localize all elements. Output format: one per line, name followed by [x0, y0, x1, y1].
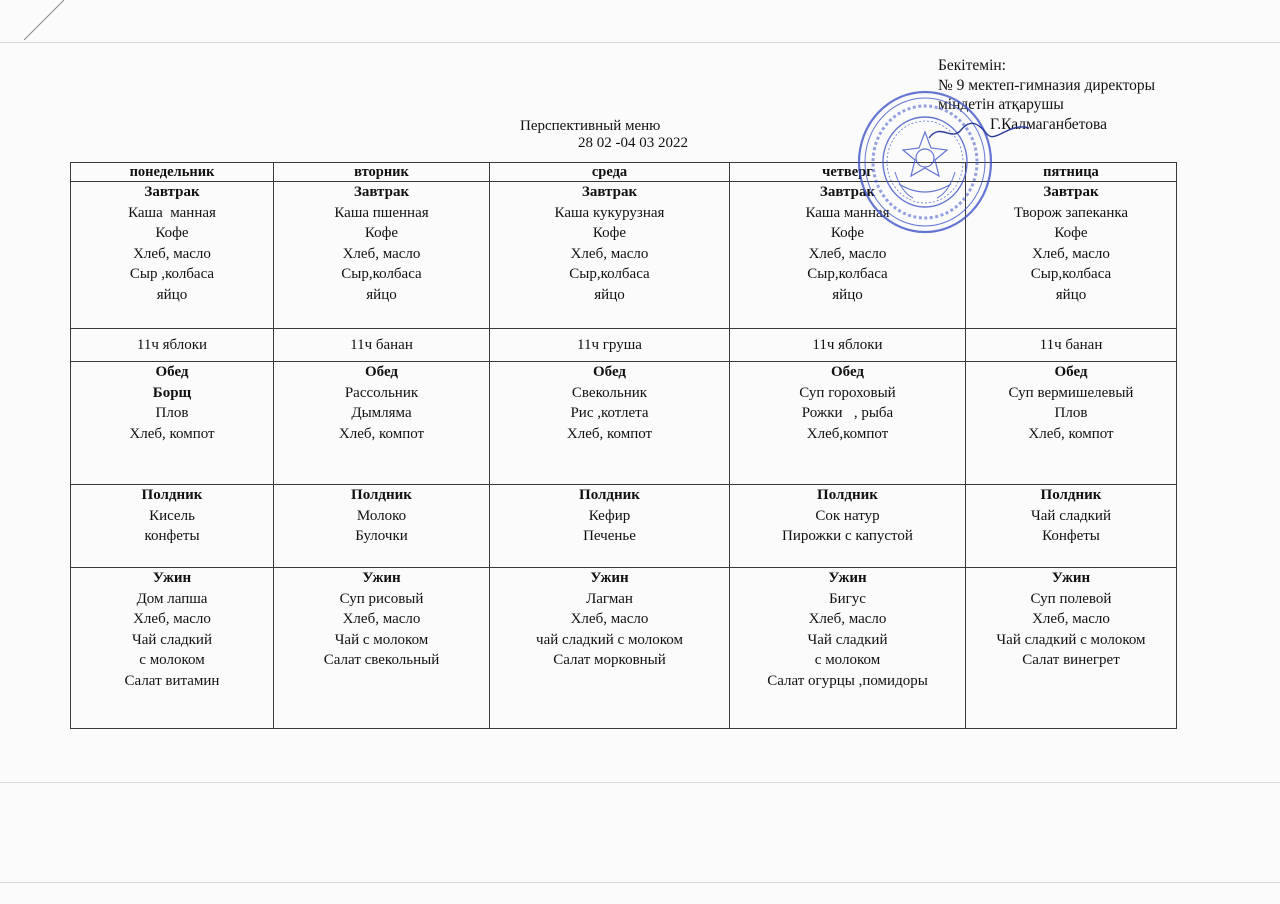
menu-item: с молоком	[814, 652, 881, 668]
menu-item: яйцо	[832, 286, 863, 303]
menu-date-range: 28 02 -04 03 2022	[578, 135, 688, 151]
menu-table	[70, 162, 1177, 729]
menu-item: Кефир	[588, 507, 631, 524]
breakfast-row	[71, 182, 1177, 329]
menu-cell	[730, 182, 966, 329]
menu-cell	[966, 182, 1177, 329]
menu-item: Молоко	[356, 507, 407, 524]
menu-item: Хлеб, масло	[808, 611, 887, 627]
menu-item: Рожки , рыба	[801, 405, 894, 421]
menu-item: Чай с молоком	[334, 631, 429, 648]
meal-label: Завтрак	[144, 184, 200, 200]
meal-label: Полдник	[579, 487, 640, 503]
menu-item: Плов	[1054, 405, 1088, 421]
menu-item: Кисель	[149, 507, 195, 524]
menu-item: Хлеб, масло	[133, 245, 211, 262]
menu-cell	[71, 568, 274, 729]
menu-title-block	[520, 118, 780, 152]
menu-cell: 11ч груша	[490, 329, 730, 362]
menu-item: Салат огурцы ,помидоры	[767, 672, 928, 689]
meal-label: Завтрак	[1043, 184, 1099, 200]
menu-cell	[490, 485, 730, 568]
meal-label: Обед	[155, 364, 189, 380]
menu-item: Конфеты	[1042, 528, 1100, 544]
menu-item: яйцо	[156, 286, 188, 303]
meal-label: Обед	[364, 364, 399, 380]
menu-item: конфеты	[144, 528, 200, 544]
meal-label: Полдник	[1040, 487, 1102, 503]
menu-item: Сыр,колбаса	[807, 266, 888, 282]
menu-item: Каша манная	[805, 204, 890, 221]
meal-label: Ужин	[828, 570, 867, 586]
menu-item: Дом лапша	[136, 590, 208, 607]
menu-cell	[71, 182, 274, 329]
menu-cell	[730, 568, 966, 729]
scan-line	[0, 782, 1280, 783]
menu-item: Булочки	[355, 528, 408, 544]
lunch-row	[71, 362, 1177, 485]
page-title: Перспективный меню	[520, 118, 661, 134]
menu-item: Каша манная	[128, 204, 216, 221]
menu-item: Каша пшенная	[334, 204, 429, 221]
menu-item: яйцо	[366, 286, 397, 303]
menu-cell	[966, 362, 1177, 485]
menu-item: Кофе	[592, 225, 627, 241]
menu-cell	[490, 182, 730, 329]
menu-cell	[274, 485, 490, 568]
day-header: четверг	[730, 163, 966, 182]
snack-row	[71, 329, 1177, 362]
page-fold-mark	[20, 0, 68, 40]
menu-item: Салат морковный	[553, 652, 666, 668]
menu-cell: 11ч яблоки	[71, 329, 274, 362]
menu-item: Кофе	[830, 225, 865, 241]
menu-item: Сыр,колбаса	[1030, 266, 1112, 282]
menu-item: Хлеб, компот	[1028, 425, 1114, 442]
menu-item: Салат витамин	[124, 672, 220, 689]
menu-item: яйцо	[1055, 286, 1087, 303]
menu-cell	[730, 485, 966, 568]
day-header: среда	[490, 163, 730, 182]
menu-item: Рис ,котлета	[570, 405, 649, 421]
menu-item: Суп гороховый	[799, 384, 896, 401]
menu-cell	[71, 485, 274, 568]
meal-label: Полдник	[817, 487, 878, 503]
menu-cell	[490, 362, 730, 485]
meal-label: Ужин	[590, 570, 629, 586]
menu-item: Плов	[155, 405, 189, 421]
menu-item: Салат винегрет	[1022, 652, 1120, 668]
meal-label: Завтрак	[353, 184, 410, 200]
menu-cell	[274, 568, 490, 729]
menu-item: с молоком	[139, 652, 205, 668]
day-header-row	[71, 163, 1177, 182]
meal-label: Завтрак	[819, 184, 876, 200]
menu-cell	[966, 568, 1177, 729]
menu-cell	[966, 485, 1177, 568]
menu-item: Сыр,колбаса	[569, 266, 650, 282]
meal-label: Полдник	[141, 487, 203, 503]
menu-item: яйцо	[594, 286, 625, 303]
menu-cell: 11ч яблоки	[730, 329, 966, 362]
approval-line-1: Бекітемін:	[938, 57, 1006, 74]
menu-item: Суп вермишелевый	[1008, 384, 1134, 401]
menu-item: Хлеб, масло	[570, 245, 649, 262]
approval-block	[938, 56, 1155, 134]
scan-line	[0, 42, 1280, 43]
meal-label: Обед	[592, 364, 627, 380]
menu-item: Лагман	[586, 590, 633, 607]
menu-item: Борщ	[152, 384, 192, 401]
menu-item: Суп рисовый	[339, 590, 424, 607]
meal-label: Ужин	[362, 570, 401, 586]
day-header: понедельник	[71, 163, 274, 182]
meal-label: Завтрак	[581, 184, 638, 200]
scan-line	[0, 882, 1280, 883]
menu-item: Сыр,колбаса	[341, 266, 422, 282]
menu-item: Хлеб, масло	[342, 245, 421, 262]
afternoon-snack-row	[71, 485, 1177, 568]
menu-item: Хлеб, масло	[1032, 245, 1110, 262]
menu-item: Хлеб, масло	[1032, 611, 1110, 627]
menu-item: Хлеб, компот	[338, 425, 425, 442]
menu-cell	[274, 362, 490, 485]
meal-label: Обед	[1054, 364, 1088, 380]
menu-item: Кофе	[155, 225, 189, 241]
meal-label: Обед	[830, 364, 865, 380]
menu-item: Кофе	[1054, 225, 1088, 241]
menu-item: Хлеб, масло	[133, 611, 211, 627]
menu-item: Хлеб, масло	[342, 611, 421, 627]
menu-item: Хлеб, масло	[570, 611, 649, 627]
menu-item: Творож запеканка	[1013, 204, 1129, 221]
menu-item: Свекольник	[571, 384, 648, 401]
menu-cell: 11ч банан	[966, 329, 1177, 362]
approval-line-4: Г.Калмаганбетова	[990, 115, 1107, 133]
menu-item: Чай сладкий	[807, 631, 888, 648]
menu-item: Хлеб, компот	[566, 425, 653, 442]
menu-item: Чай сладкий с молоком	[996, 631, 1146, 648]
menu-item: Суп полевой	[1030, 590, 1112, 607]
menu-cell	[274, 182, 490, 329]
menu-item: Хлеб, компот	[129, 425, 215, 442]
dinner-row	[71, 568, 1177, 729]
menu-cell	[730, 362, 966, 485]
menu-item: Сок натур	[815, 507, 880, 524]
menu-item: Дымляма	[351, 405, 412, 421]
menu-item: Пирожки с капустой	[782, 528, 913, 544]
menu-item: Печенье	[583, 528, 636, 544]
menu-item: Хлеб, масло	[808, 245, 887, 262]
menu-item: Бигус	[829, 590, 866, 607]
meal-label: Полдник	[351, 487, 412, 503]
meal-label: Ужин	[1051, 570, 1091, 586]
menu-item: Чай сладкий	[1031, 507, 1111, 524]
menu-item: Чай сладкий	[132, 631, 212, 648]
meal-label: Ужин	[152, 570, 192, 586]
day-header: вторник	[274, 163, 490, 182]
menu-item: чай сладкий с молоком	[536, 631, 683, 648]
menu-item: Хлеб,компот	[806, 425, 889, 442]
menu-item: Каша кукурузная	[554, 204, 665, 221]
menu-item: Кофе	[364, 225, 399, 241]
menu-item: Сыр ,колбаса	[129, 266, 215, 282]
menu-item: Рассольник	[344, 384, 419, 401]
menu-cell	[490, 568, 730, 729]
menu-cell: 11ч банан	[274, 329, 490, 362]
menu-item: Салат свекольный	[323, 652, 440, 668]
approval-line-2: № 9 мектеп-гимназия директоры	[938, 76, 1156, 94]
day-header: пятница	[966, 163, 1177, 182]
approval-line-3: міндетін атқарушы	[938, 96, 1064, 113]
menu-cell	[71, 362, 274, 485]
